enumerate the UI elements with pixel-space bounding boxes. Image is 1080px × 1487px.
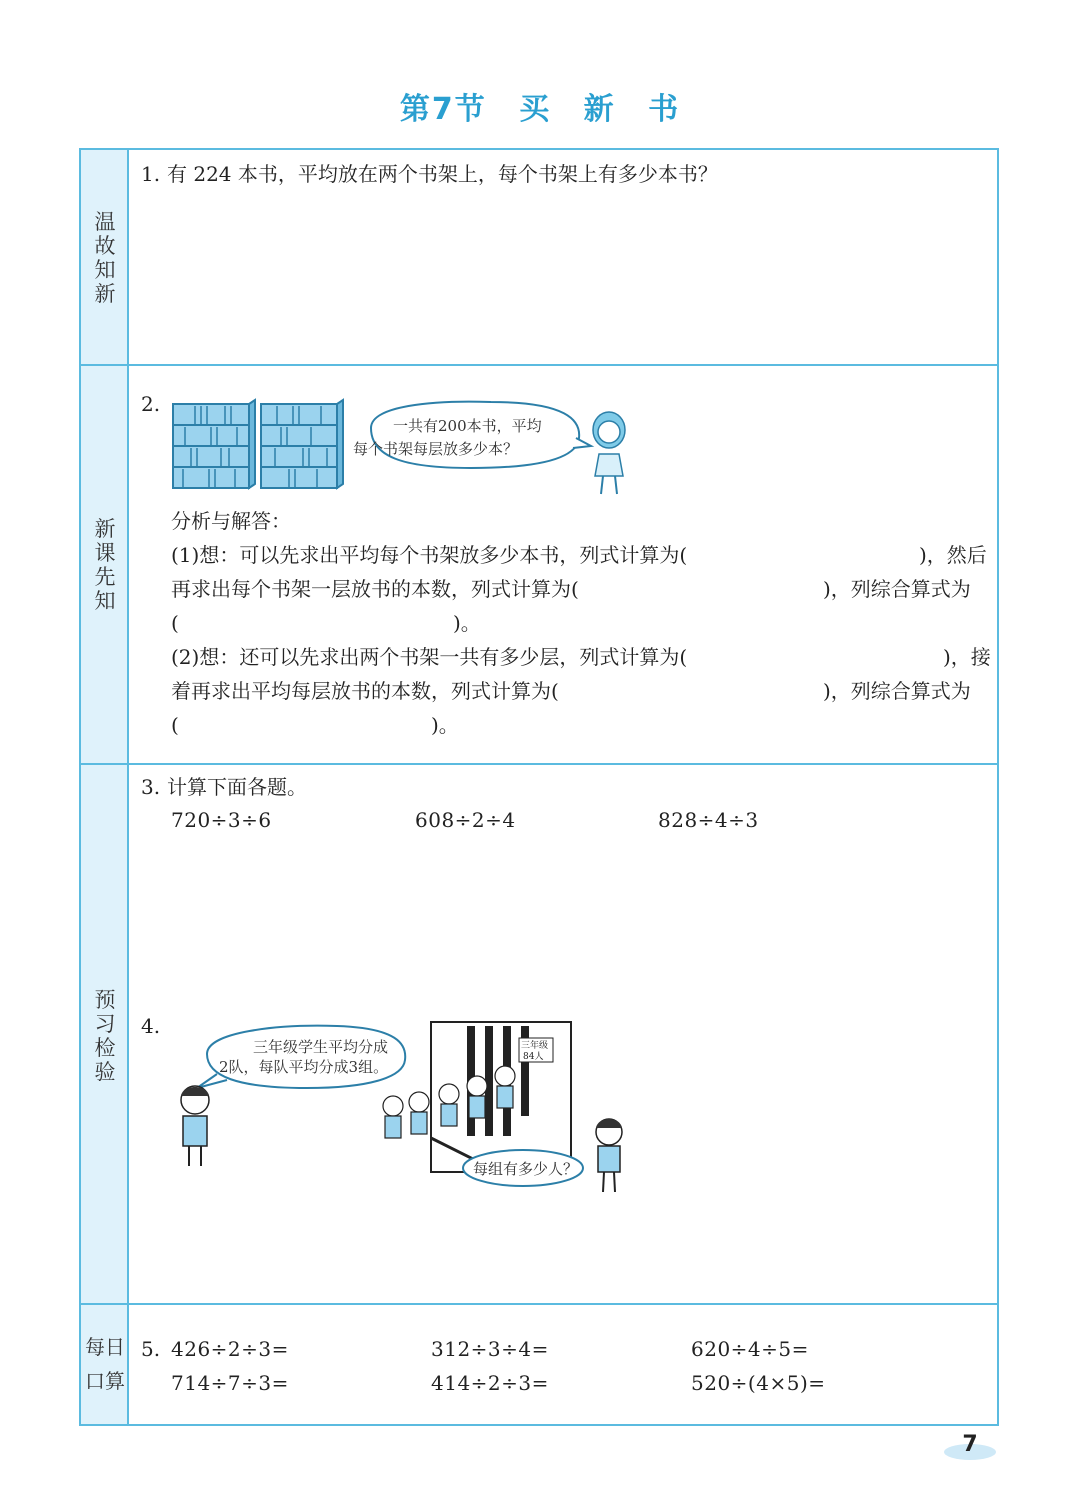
section-divider: [81, 763, 997, 765]
sign-text: 84人: [523, 1052, 544, 1062]
expression: 414÷2÷3=: [431, 1371, 549, 1395]
section-label-preview-check: 预 习 检 验: [94, 988, 116, 1084]
question-5-number: 5.: [141, 1337, 161, 1361]
analysis-line: 再求出每个书架一层放书的本数，列式计算为(: [171, 577, 579, 601]
analysis-line: 着再求出平均每层放书的本数，列式计算为(: [171, 679, 559, 703]
waving-girl-icon: [596, 1119, 622, 1192]
expression: 828÷4÷3: [658, 808, 759, 832]
expression: 714÷7÷3=: [171, 1371, 289, 1395]
section-divider: [81, 364, 997, 366]
bubble-line: 每组有多少人？: [473, 1160, 579, 1178]
question-1: [141, 160, 718, 188]
analysis-line: )，接: [943, 645, 991, 669]
title-char: 书: [648, 92, 681, 127]
analysis-line: (1)想：可以先求出平均每个书架放多少本书，列式计算为(: [171, 543, 688, 567]
section-label-new-lesson: 新 课 先 知: [94, 517, 116, 613]
analysis-heading: 分析与解答：: [171, 509, 291, 533]
bubble-line: 一共有200本书，平均: [393, 417, 542, 435]
analysis-line: )，列综合算式为: [823, 577, 971, 601]
section-sidebar: [81, 150, 129, 1424]
title-char: 买: [519, 92, 552, 127]
analysis-line: )，然后: [919, 543, 987, 567]
bookshelf-illustration: [171, 398, 641, 502]
teacher-girl-icon: [181, 1086, 209, 1166]
bubble-line: 2队，每队平均分成3组。: [219, 1058, 389, 1076]
analysis-line: )。: [431, 713, 459, 737]
expression: 720÷3÷6: [171, 808, 272, 832]
speech-bubble: [197, 1026, 405, 1088]
analysis-line: (2)想：还可以先求出两个书架一共有多少层，列式计算为(: [171, 645, 688, 669]
question-number: 1.: [141, 162, 161, 186]
girl-icon: [593, 412, 625, 494]
analysis-line: )。: [453, 611, 481, 635]
question-3: [141, 773, 307, 801]
question-2-number: 2.: [141, 392, 161, 416]
analysis-line: )，列综合算式为: [823, 679, 971, 703]
bookshelf-left-icon: [173, 400, 255, 488]
analysis-line: (: [171, 713, 179, 737]
expression: 520÷(4×5)=: [691, 1371, 826, 1395]
speech-bubble: [353, 402, 591, 468]
students-illustration: [167, 1018, 637, 1208]
section-label-review: 温 故 知 新: [94, 210, 116, 306]
sign-text: 三年级: [521, 1041, 549, 1051]
section-label-daily-calc: 每日 口算: [85, 1335, 125, 1393]
analysis-line: (: [171, 611, 179, 635]
title-char: 新: [583, 92, 616, 127]
title-prefix: 第7节: [399, 92, 487, 127]
bubble-line: 每个书架每层放多少本？: [353, 440, 519, 458]
question-text: 有 224 本书，平均放在两个书架上，每个书架上有多少本书？: [167, 162, 718, 186]
expression: 312÷3÷4=: [431, 1337, 549, 1361]
expression: 608÷2÷4: [415, 808, 516, 832]
section-divider: [81, 1303, 997, 1305]
question-text: 计算下面各题。: [167, 775, 307, 799]
expression: 426÷2÷3=: [171, 1337, 289, 1361]
worksheet-frame: [79, 148, 999, 1426]
expression: 620÷4÷5=: [691, 1337, 809, 1361]
page-title: [0, 84, 1080, 128]
bookshelf-right-icon: [261, 400, 343, 488]
speech-bubble: [463, 1150, 583, 1186]
question-number: 3.: [141, 775, 161, 799]
page-number-text: 7: [962, 1432, 978, 1457]
question-4-number: 4.: [141, 1014, 161, 1038]
bubble-line: 三年级学生平均分成: [253, 1038, 389, 1056]
page-number: [944, 1432, 996, 1462]
